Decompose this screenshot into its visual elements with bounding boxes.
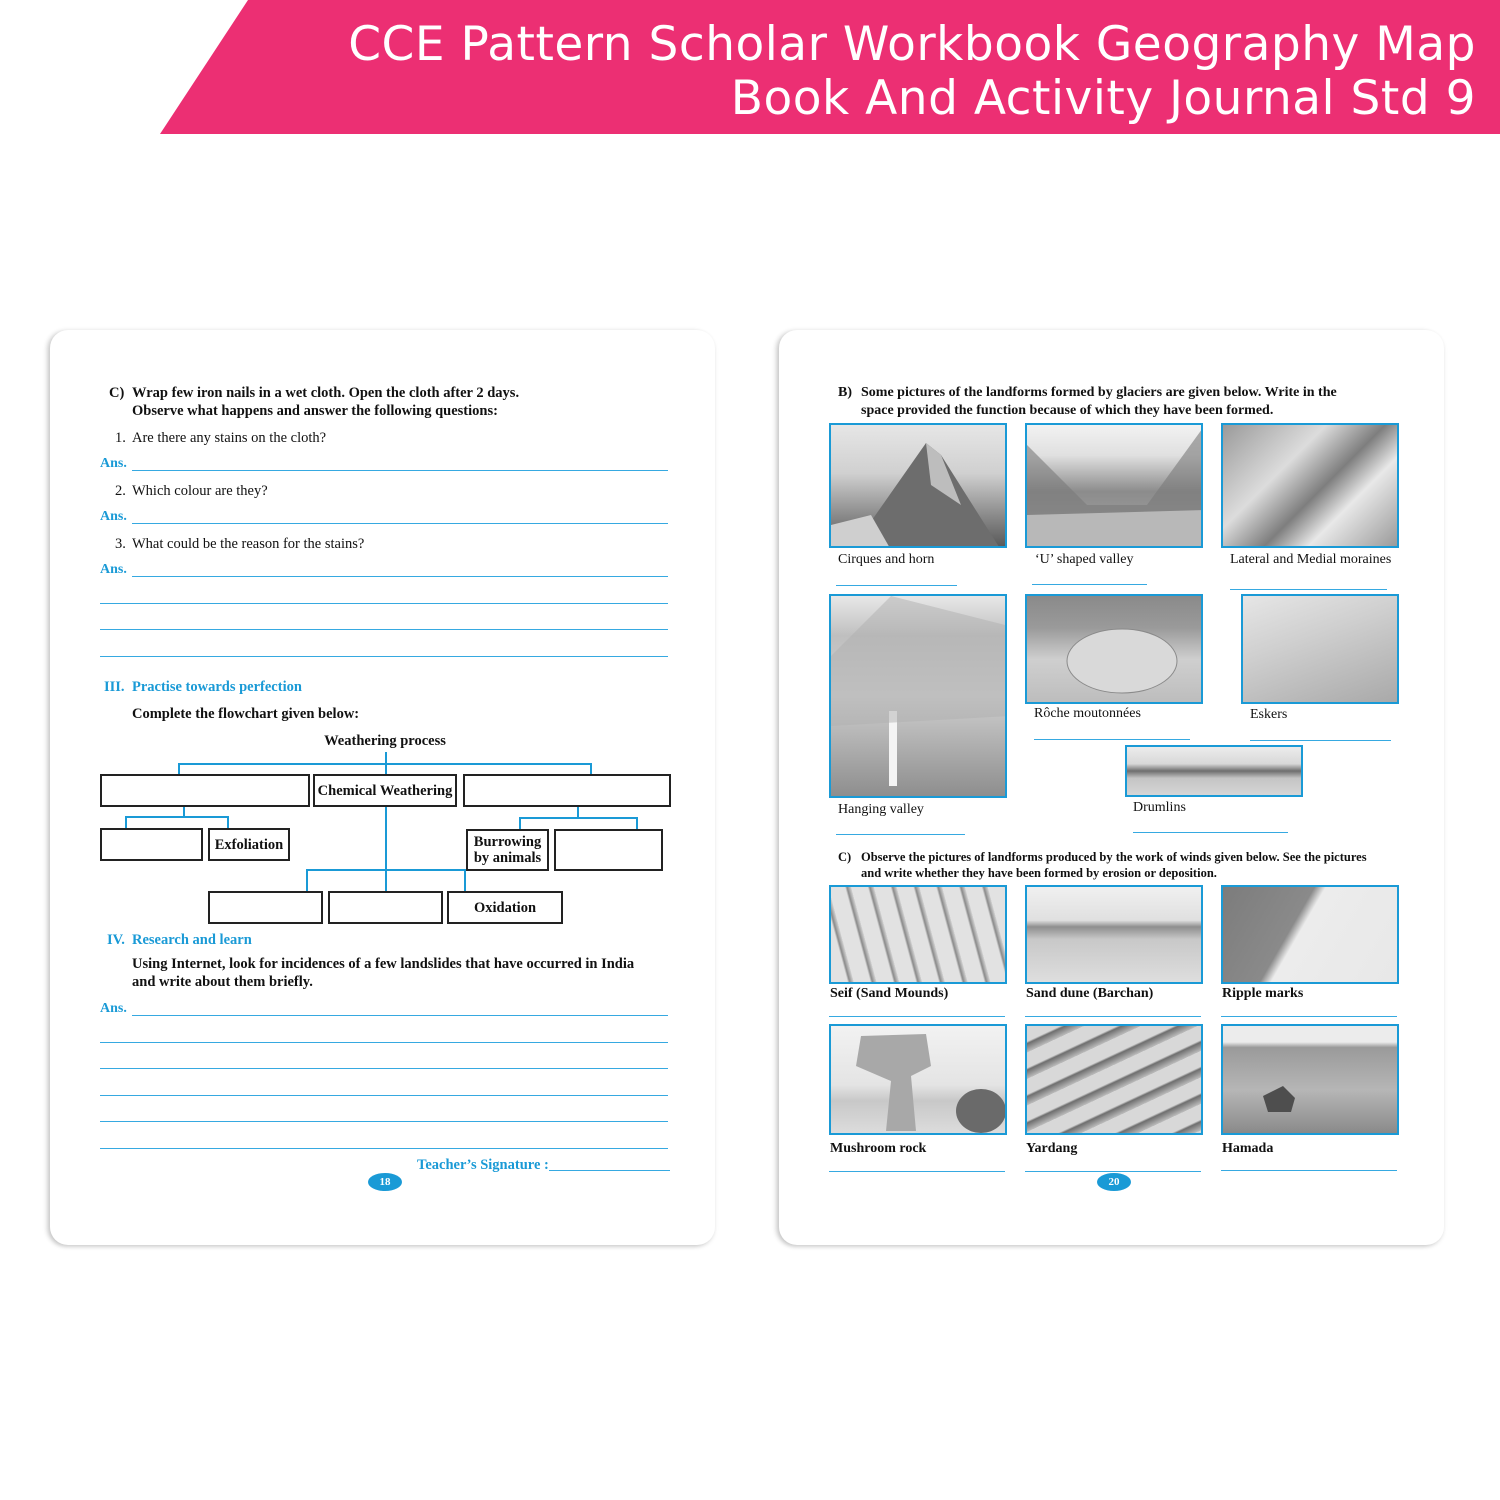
answer-line-ripple-marks[interactable] xyxy=(1221,1016,1397,1017)
caption-yardang: Yardang xyxy=(1026,1141,1078,1156)
banner-title-line1: CCE Pattern Scholar Workbook Geography Map xyxy=(348,17,1476,72)
section-c-label: C) xyxy=(109,385,125,401)
title-banner xyxy=(0,0,1500,134)
photo-drumlins xyxy=(1125,745,1303,797)
research-answer-line-1[interactable] xyxy=(132,1015,668,1016)
caption-u-shaped-valley: ‘U’ shaped valley xyxy=(1035,552,1134,567)
connector xyxy=(636,817,638,829)
answer-line-drumlins[interactable] xyxy=(1133,832,1288,833)
flowchart-root: Weathering process xyxy=(324,733,446,749)
rock-image xyxy=(1027,596,1203,704)
photo-u-shaped-valley xyxy=(1025,423,1203,548)
connector xyxy=(178,763,592,765)
caption-eskers: Eskers xyxy=(1250,707,1288,722)
photo-cirques-and-horn xyxy=(829,423,1007,548)
page-number-left: 18 xyxy=(368,1173,402,1191)
connector xyxy=(125,816,229,818)
section-c-right-label: C) xyxy=(838,850,852,864)
connector xyxy=(385,807,387,891)
connector xyxy=(306,869,466,871)
photo-eskers xyxy=(1241,594,1399,704)
section-c-right-line2: and write whether they have been formed by erosion or deposition. xyxy=(861,866,1217,880)
answer-3-label: Ans. xyxy=(100,562,127,577)
answer-3-line-4[interactable] xyxy=(100,656,668,657)
mushroom-rock-image xyxy=(831,1026,1007,1135)
research-answer-label: Ans. xyxy=(100,1001,127,1016)
answer-2-label: Ans. xyxy=(100,509,127,524)
connector xyxy=(125,816,127,828)
section-iii-label: III. xyxy=(104,679,125,695)
photo-moraines xyxy=(1221,423,1399,548)
photo-mushroom-rock xyxy=(829,1024,1007,1135)
flowchart-box-exfoliation: Exfoliation xyxy=(208,828,290,861)
page-number-right: 20 xyxy=(1097,1173,1131,1191)
research-answer-line-3[interactable] xyxy=(100,1068,668,1069)
flowchart-box-middle-blank-2[interactable] xyxy=(328,891,443,924)
connector xyxy=(590,763,592,774)
flowchart-instruction: Complete the flowchart given below: xyxy=(132,706,360,722)
caption-hamada: Hamada xyxy=(1222,1141,1274,1156)
answer-2-line[interactable] xyxy=(132,523,668,524)
connector xyxy=(306,869,308,891)
section-b-line1: Some pictures of the landforms formed by glaciers are given below. Write in the xyxy=(861,385,1337,400)
answer-line-moraines[interactable] xyxy=(1230,589,1387,590)
banner-title xyxy=(276,18,1476,126)
section-iii-title: Practise towards perfection xyxy=(132,679,302,695)
answer-line-sand-dune[interactable] xyxy=(1025,1016,1201,1017)
caption-drumlins: Drumlins xyxy=(1133,800,1186,815)
flowchart-box-middle-blank-1[interactable] xyxy=(208,891,323,924)
connector xyxy=(519,817,638,819)
answer-line-hanging-valley[interactable] xyxy=(836,834,965,835)
question-2-number: 2. xyxy=(115,483,126,499)
flowchart-box-burrowing: Burrowing by animals xyxy=(466,829,549,871)
section-c-right-line1: Observe the pictures of landforms produced by the work of winds given below. See the pictures xyxy=(861,850,1367,864)
section-b-line2: space provided the function because of which they have been formed. xyxy=(861,403,1274,418)
caption-mushroom-rock: Mushroom rock xyxy=(830,1141,927,1156)
answer-line-roche-moutonnees[interactable] xyxy=(1034,739,1190,740)
answer-line-mushroom-rock[interactable] xyxy=(829,1171,1005,1172)
answer-3-line[interactable] xyxy=(132,576,668,577)
photo-ripple-marks xyxy=(1221,885,1399,984)
answer-1-line[interactable] xyxy=(132,470,668,471)
section-c-line1: Wrap few iron nails in a wet cloth. Open the cloth after 2 days. xyxy=(132,385,520,401)
question-3-text: What could be the reason for the stains? xyxy=(132,536,365,552)
question-3-number: 3. xyxy=(115,536,126,552)
photo-yardang xyxy=(1025,1024,1203,1135)
teacher-signature-line[interactable] xyxy=(549,1170,670,1171)
connector xyxy=(227,816,229,828)
research-answer-line-2[interactable] xyxy=(100,1042,668,1043)
section-iv-title: Research and learn xyxy=(132,932,252,948)
photo-hamada xyxy=(1221,1024,1399,1135)
question-1-text: Are there any stains on the cloth? xyxy=(132,430,327,446)
flowchart-box-oxidation: Oxidation xyxy=(447,891,563,924)
research-answer-line-5[interactable] xyxy=(100,1121,668,1122)
section-c-line2: Observe what happens and answer the following questions: xyxy=(132,403,498,419)
question-2-text: Which colour are they? xyxy=(132,483,268,499)
answer-3-line-3[interactable] xyxy=(100,629,668,630)
waterfall-image xyxy=(831,596,1007,798)
answer-line-hamada[interactable] xyxy=(1221,1170,1397,1171)
section-b-label: B) xyxy=(838,385,852,400)
answer-line-u-valley[interactable] xyxy=(1032,584,1147,585)
answer-line-seif[interactable] xyxy=(829,1016,1005,1017)
caption-cirques-and-horn: Cirques and horn xyxy=(838,552,935,567)
connector xyxy=(464,869,466,891)
question-1-number: 1. xyxy=(115,430,126,446)
connector xyxy=(178,763,180,774)
flowchart-box-left-blank[interactable] xyxy=(100,828,203,861)
flowchart-box-chemical: Chemical Weathering xyxy=(313,774,457,807)
caption-ripple-marks: Ripple marks xyxy=(1222,986,1304,1001)
section-iv-line2: and write about them briefly. xyxy=(132,974,313,990)
answer-3-line-2[interactable] xyxy=(100,603,668,604)
flowchart-box-physical-blank[interactable] xyxy=(100,774,310,807)
research-answer-line-6[interactable] xyxy=(100,1148,668,1149)
banner-title-line2: Book And Activity Journal Std 9 xyxy=(730,71,1476,126)
mountain-peak-image xyxy=(831,425,1007,548)
answer-line-eskers[interactable] xyxy=(1250,740,1391,741)
answer-line-cirques[interactable] xyxy=(836,585,957,586)
flowchart-box-right-blank[interactable] xyxy=(554,829,663,871)
section-iv-label: IV. xyxy=(107,932,125,948)
caption-moraines: Lateral and Medial moraines xyxy=(1230,552,1392,567)
caption-seif: Seif (Sand Mounds) xyxy=(830,986,949,1001)
photo-seif xyxy=(829,885,1007,984)
flowchart-box-biological-blank[interactable] xyxy=(463,774,671,807)
valley-image xyxy=(1027,425,1203,548)
caption-roche-moutonnees: Rôche moutonnées xyxy=(1034,706,1141,721)
answer-1-label: Ans. xyxy=(100,456,127,471)
research-answer-line-4[interactable] xyxy=(100,1095,668,1096)
photo-roche-moutonnees xyxy=(1025,594,1203,704)
connector xyxy=(519,817,521,829)
hamada-image xyxy=(1223,1026,1399,1135)
answer-line-yardang[interactable] xyxy=(1025,1171,1201,1172)
photo-sand-dune xyxy=(1025,885,1203,984)
caption-hanging-valley: Hanging valley xyxy=(838,802,924,817)
photo-hanging-valley xyxy=(829,594,1007,798)
caption-sand-dune: Sand dune (Barchan) xyxy=(1026,986,1154,1001)
section-iv-line1: Using Internet, look for incidences of a few landslides that have occurred in India xyxy=(132,956,635,972)
teacher-signature-label: Teacher’s Signature : xyxy=(417,1157,549,1173)
